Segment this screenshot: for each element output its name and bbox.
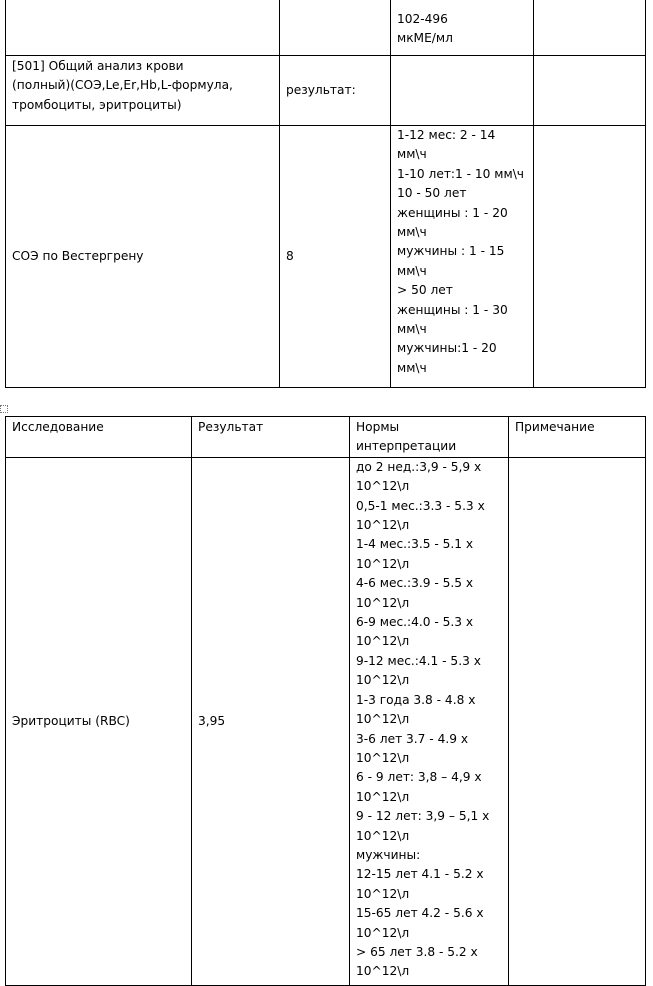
panel-title-line: [501] Общий анализ крови <box>12 59 184 73</box>
norm-line: мм\ч <box>397 322 427 337</box>
note-cell <box>509 457 646 985</box>
result-label: результат: <box>286 82 356 97</box>
results-table-2 <box>5 416 646 986</box>
norm-line: 10^12\л <box>356 518 410 533</box>
test-name: СОЭ по Вестергрену <box>12 248 144 263</box>
norm-line: 12-15 лет 4.1 - 5.2 х <box>356 867 484 882</box>
norm-line: 15-65 лет 4.2 - 5.6 х <box>356 906 484 921</box>
column-header-label: Результат <box>198 420 264 434</box>
test-name-cell <box>6 457 192 985</box>
norm-line: 10^12\л <box>356 556 410 571</box>
test-name: Эритроциты (RBC) <box>12 713 130 728</box>
norm-line: мужчины:1 - 20 <box>397 341 497 356</box>
norm-line: 6-9 мес.:4.0 - 5.3 х <box>356 615 474 630</box>
norm-line: 10^12\л <box>356 595 410 610</box>
norm-line: 10^12\л <box>356 673 410 688</box>
norm-line: 9-12 мес.:4.1 - 5.3 х <box>356 653 481 668</box>
norm-line: 6 - 9 лет: 3,8 – 4,9 х <box>356 770 482 785</box>
table-cell <box>391 56 534 126</box>
test-name-cell <box>6 126 280 388</box>
norm-line: мкМЕ/мл <box>397 31 453 46</box>
norm-line: 10^12\л <box>356 828 410 843</box>
table-row <box>6 56 646 126</box>
test-result-cell <box>280 126 391 388</box>
norm-line: мм\ч <box>397 360 427 375</box>
table-anchor-handle[interactable] <box>0 405 8 413</box>
norm-line: до 2 нед.:3,9 - 5,9 х <box>356 459 482 474</box>
table-header-row <box>6 417 646 458</box>
test-result: 3,95 <box>198 713 226 728</box>
norm-line: 10^12\л <box>356 789 410 804</box>
column-header <box>192 417 350 458</box>
reference-range-cell <box>391 126 534 388</box>
table-cell <box>534 56 646 126</box>
norm-line: 1-10 лет:1 - 10 мм\ч <box>397 166 525 181</box>
norm-line: мм\ч <box>397 263 427 278</box>
norm-line: мужчины: <box>356 847 421 862</box>
table-cell <box>534 126 646 388</box>
norm-line: 10^12\л <box>356 964 410 979</box>
norm-line: 4-6 мес.:3.9 - 5.5 х <box>356 576 474 591</box>
panel-title-line: (полный)(СОЭ,Le,Er,Hb,L-формула, <box>12 78 233 93</box>
column-header <box>350 417 509 458</box>
norm-line: 1-3 года 3.8 - 4.8 х <box>356 692 476 707</box>
norm-line: 10 - 50 лет <box>397 186 467 201</box>
norm-line: 10^12\л <box>356 634 410 649</box>
column-header <box>509 417 646 458</box>
table-cell <box>6 0 280 56</box>
reference-range-cell <box>391 0 534 56</box>
result-label-cell <box>280 56 391 126</box>
column-header-label: Примечание <box>515 420 595 434</box>
table-cell <box>280 0 391 56</box>
norm-line: 1-4 мес.:3.5 - 5.1 х <box>356 537 474 552</box>
table-row <box>6 0 646 56</box>
norm-line: мм\ч <box>397 147 427 162</box>
reference-range-cell <box>350 457 509 985</box>
test-result-cell <box>192 457 350 985</box>
norm-line: 102-496 <box>397 12 448 26</box>
norm-line: женщины : 1 - 30 <box>397 302 508 317</box>
norm-line: 10^12\л <box>356 886 410 901</box>
norm-line: 10^12\л <box>356 712 410 727</box>
norm-line: 9 - 12 лет: 3,9 – 5,1 х <box>356 809 490 824</box>
table-row <box>6 457 646 985</box>
column-header <box>6 417 192 458</box>
norm-line: > 50 лет <box>397 283 453 298</box>
column-header-label: Исследование <box>12 420 104 434</box>
table-cell <box>534 0 646 56</box>
norm-line: > 65 лет 3.8 - 5.2 х <box>356 944 478 959</box>
norm-line: 0,5-1 мес.:3.3 - 5.3 х <box>356 498 485 513</box>
panel-title-cell <box>6 56 280 126</box>
norm-line: 1-12 мес: 2 - 14 <box>397 128 496 142</box>
norm-line: мм\ч <box>397 225 427 240</box>
norm-line: мужчины : 1 - 15 <box>397 244 505 259</box>
test-result: 8 <box>286 248 294 263</box>
norm-line: 3-6 лет 3.7 - 4.9 х <box>356 731 469 746</box>
norm-line: женщины : 1 - 20 <box>397 205 508 220</box>
norm-line: 10^12\л <box>356 750 410 765</box>
column-header-label: Нормы интерпретации <box>356 420 457 454</box>
results-table-1 <box>5 0 646 388</box>
norm-line: 10^12\л <box>356 479 410 494</box>
table-row <box>6 126 646 388</box>
panel-title-line: тромбоциты, эритроциты) <box>12 97 182 112</box>
norm-line: 10^12\л <box>356 925 410 940</box>
